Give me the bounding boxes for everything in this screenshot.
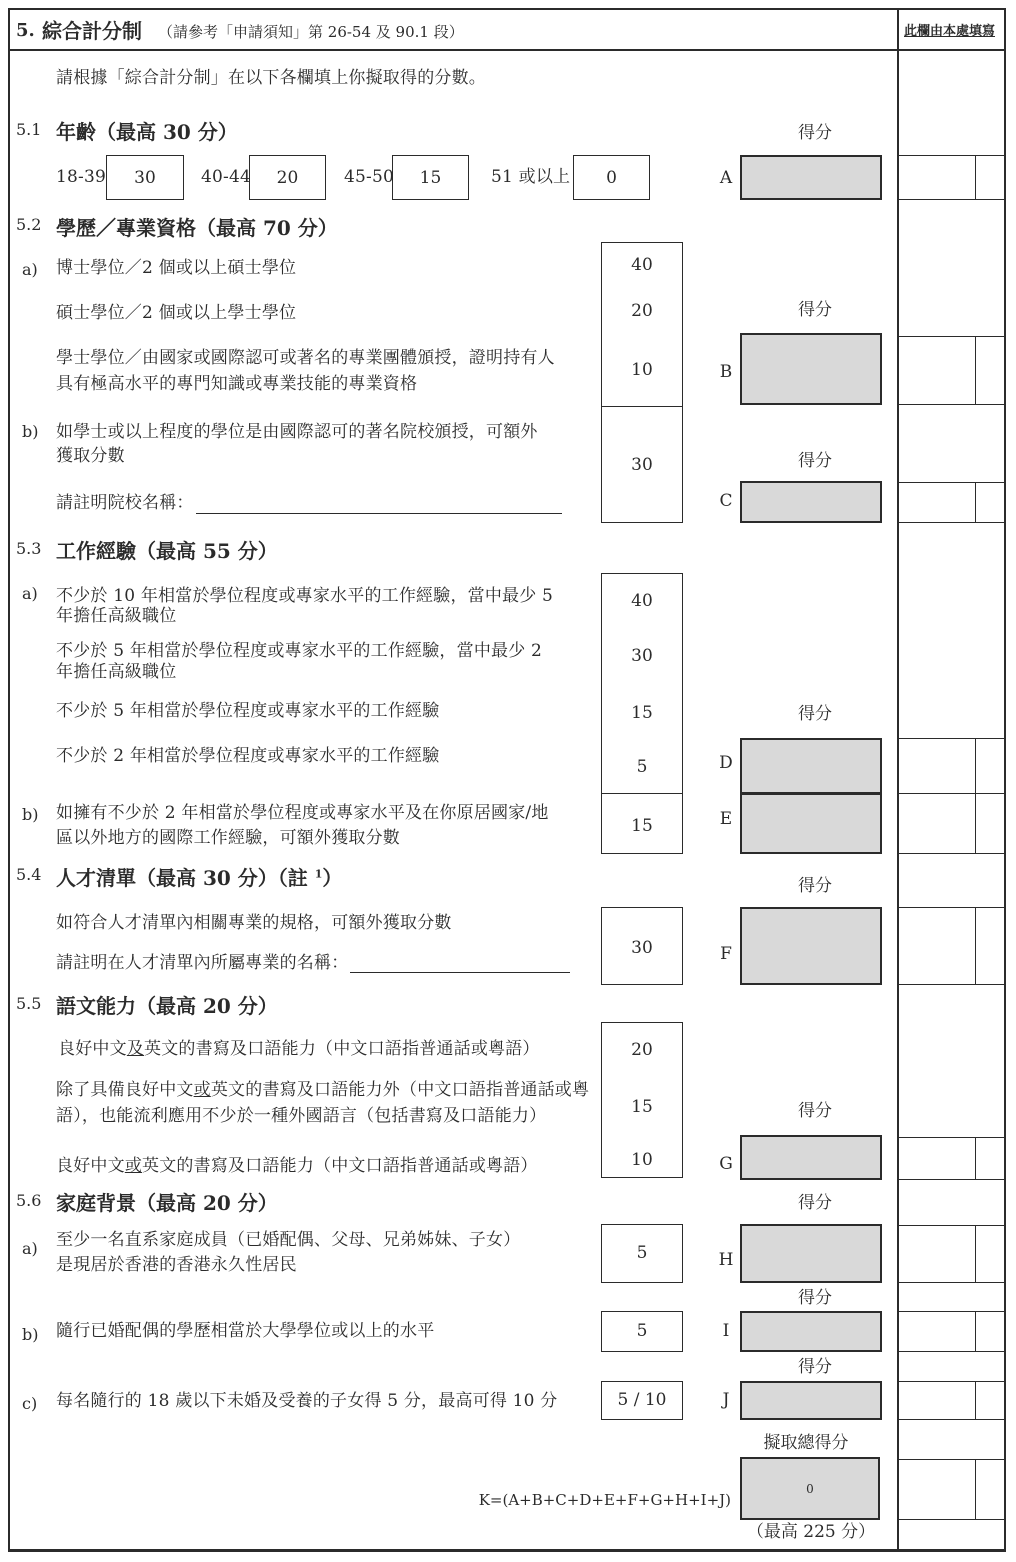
total-max-note: （最高 225 分） xyxy=(746,1522,876,1542)
profession-name-field[interactable] xyxy=(350,958,570,973)
score-box-g[interactable] xyxy=(740,1135,882,1180)
education-points: 10 xyxy=(631,360,653,380)
age-option-points-box xyxy=(392,155,469,200)
institution-name-label: 請註明院校名稱： xyxy=(56,493,194,513)
office-cell-divider xyxy=(975,156,976,199)
total-score-label: 擬取總得分 xyxy=(763,1433,849,1453)
work-points: 5 xyxy=(636,757,648,777)
office-cell-d xyxy=(898,738,1006,794)
emphasis-segment: 及 xyxy=(126,1039,145,1059)
language-item-text: 語），也能流利應用不少於一種外國語言（包括書寫及口語能力） xyxy=(56,1106,547,1126)
office-cell-c xyxy=(898,482,1006,523)
office-cell-divider xyxy=(975,483,976,522)
office-cell-divider xyxy=(975,1226,976,1282)
education-part-b-text: 如學士或以上程度的學位是由國際認可的著名院校頒授，可額外 xyxy=(56,422,538,442)
work-section-number: 5.3 xyxy=(16,539,42,558)
office-use-label: 此欄由本處填寫 xyxy=(904,24,996,39)
office-cell-g xyxy=(898,1137,1006,1180)
text-segment: 除了具備良好中文 xyxy=(56,1080,194,1100)
score-label-c: 得分 xyxy=(798,451,832,471)
office-cell-b xyxy=(898,336,1006,405)
office-cell-divider xyxy=(975,1138,976,1179)
work-heading: 工作經驗（最高 55 分） xyxy=(56,539,278,563)
text-segment: 良好中文 xyxy=(56,1156,125,1176)
score-box-c[interactable] xyxy=(740,481,882,523)
office-cell-divider xyxy=(975,1382,976,1419)
education-item-text: 具有極高水平的專門知識或專業技能的專業資格 xyxy=(56,374,418,394)
education-points: 20 xyxy=(631,301,653,321)
profession-name-label: 請註明在人才清單內所屬專業的名稱： xyxy=(56,953,349,973)
intro-instruction: 請根據「綜合計分制」在以下各欄填上你擬取得的分數。 xyxy=(56,68,486,88)
reference-note: （請參考「申請須知」第 26-54 及 90.1 段） xyxy=(158,23,464,41)
language-points: 20 xyxy=(631,1040,653,1060)
family-item-text: 隨行已婚配偶的學歷相當於大學學位或以上的水平 xyxy=(56,1321,435,1341)
language-points: 15 xyxy=(631,1097,653,1117)
talent-heading-note-close: ） xyxy=(322,866,343,890)
office-cell-divider xyxy=(975,1312,976,1351)
age-option-label: 45-50 xyxy=(344,167,395,187)
education-heading: 學歷／專業資格（最高 70 分） xyxy=(56,216,338,240)
score-label-g: 得分 xyxy=(798,1101,832,1121)
section-number: 5. xyxy=(16,20,35,41)
score-label-i: 得分 xyxy=(798,1288,832,1308)
score-box-e[interactable] xyxy=(740,793,882,854)
family-section-number: 5.6 xyxy=(16,1191,42,1210)
education-item-text: 碩士學位／2 個或以上學士學位 xyxy=(56,303,297,323)
office-cell-a xyxy=(898,155,1006,200)
work-item-text: 年擔任高級職位 xyxy=(56,662,177,682)
score-letter-j: J xyxy=(722,1390,730,1410)
education-part-b-text: 獲取分數 xyxy=(56,446,125,466)
family-points: 5 xyxy=(636,1243,648,1263)
language-item-text xyxy=(58,1039,540,1059)
text-segment: 良好中文 xyxy=(58,1039,127,1059)
score-letter-a: A xyxy=(719,168,733,188)
talent-heading xyxy=(56,866,342,890)
work-item-text: 年擔任高級職位 xyxy=(56,606,177,626)
age-section-number: 5.1 xyxy=(16,120,42,139)
text-segment: 英文的書寫及口語能力（中文口語指普通話或粵語） xyxy=(144,1039,540,1059)
language-points: 10 xyxy=(631,1150,653,1170)
office-cell-h xyxy=(898,1225,1006,1283)
score-box-a[interactable] xyxy=(740,155,882,200)
work-item-text: 不少於 2 年相當於學位程度或專家水平的工作經驗 xyxy=(56,746,440,766)
score-box-i[interactable] xyxy=(740,1311,882,1352)
score-letter-g: G xyxy=(719,1154,733,1174)
text-segment: 英文的書寫及口語能力（中文口語指普通話或粵語） xyxy=(142,1156,538,1176)
score-label-d: 得分 xyxy=(798,704,832,724)
age-option-points: 0 xyxy=(606,167,617,188)
office-cell-k xyxy=(898,1459,1006,1520)
work-part-b-marker: b) xyxy=(22,805,39,824)
age-option-points: 30 xyxy=(134,167,156,188)
score-box-f[interactable] xyxy=(740,907,882,985)
institution-name-field[interactable] xyxy=(196,499,562,514)
total-score-value: 0 xyxy=(806,1482,814,1496)
score-letter-d: D xyxy=(719,753,733,773)
talent-text: 如符合人才清單內相關專業的規格，可額外獲取分數 xyxy=(56,913,452,933)
language-section-number: 5.5 xyxy=(16,994,42,1013)
education-part-b-marker: b) xyxy=(22,422,39,441)
education-part-a-marker: a) xyxy=(22,260,38,279)
age-option-points-box xyxy=(573,155,650,200)
talent-section-number: 5.4 xyxy=(16,865,42,884)
section-title: 綜合計分制 xyxy=(42,19,142,43)
work-part-b-text: 區以外地方的國際工作經驗，可額外獲取分數 xyxy=(56,828,400,848)
family-points: 5 / 10 xyxy=(617,1390,667,1410)
talent-heading-note-open: （註 xyxy=(277,866,315,890)
family-part-b-marker: b) xyxy=(22,1325,39,1344)
work-item-text: 不少於 5 年相當於學位程度或專家水平的工作經驗，當中最少 2 xyxy=(56,641,543,661)
score-letter-e: E xyxy=(719,809,733,829)
language-item-text xyxy=(56,1080,589,1100)
work-points: 30 xyxy=(631,646,653,666)
talent-heading-title: 人才清單（最高 30 分） xyxy=(56,866,278,890)
age-option-label: 18-39 xyxy=(56,167,107,187)
education-item-text: 博士學位／2 個或以上碩士學位 xyxy=(56,258,297,278)
text-segment: 英文的書寫及口語能力外（中文口語指普通話或粵 xyxy=(210,1080,590,1100)
score-label-b: 得分 xyxy=(798,300,832,320)
family-item-text: 每名隨行的 18 歲以下未婚及受養的子女得 5 分，最高可得 10 分 xyxy=(56,1391,558,1411)
score-box-j[interactable] xyxy=(740,1381,882,1420)
education-points: 40 xyxy=(631,255,653,275)
work-item-text: 不少於 5 年相當於學位程度或專家水平的工作經驗 xyxy=(56,701,440,721)
score-box-k[interactable] xyxy=(740,1457,880,1520)
language-heading: 語文能力（最高 20 分） xyxy=(56,994,278,1018)
family-points: 5 xyxy=(636,1321,648,1341)
header-divider xyxy=(8,49,1006,51)
score-label-f: 得分 xyxy=(798,876,832,896)
education-points: 30 xyxy=(631,455,653,475)
office-cell-e xyxy=(898,793,1006,854)
office-cell-divider xyxy=(975,337,976,404)
total-formula: K=(A+B+C+D+E+F+G+H+I+J) xyxy=(478,1491,731,1509)
family-part-c-marker: c) xyxy=(22,1394,38,1413)
age-option-label: 51 或以上 xyxy=(491,167,571,187)
language-item-text xyxy=(56,1156,538,1176)
office-cell-f xyxy=(898,907,1006,985)
office-cell-divider xyxy=(975,908,976,984)
work-part-b-text: 如擁有不少於 2 年相當於學位程度或專家水平及在你原居國家/地 xyxy=(56,803,549,823)
office-cell-divider xyxy=(975,794,976,853)
score-box-b[interactable] xyxy=(740,333,882,405)
family-part-a-marker: a) xyxy=(22,1239,38,1258)
work-points: 15 xyxy=(631,816,653,836)
age-option-points: 15 xyxy=(419,167,442,188)
score-letter-f: F xyxy=(720,944,732,964)
footnote-marker: 1 xyxy=(314,867,323,881)
education-item-text: 學士學位／由國家或國際認可或著名的專業團體頒授，證明持有人 xyxy=(56,348,555,368)
education-section-number: 5.2 xyxy=(16,215,42,234)
score-letter-c: C xyxy=(719,491,733,511)
work-item-text: 不少於 10 年相當於學位程度或專家水平的工作經驗，當中最少 5 xyxy=(56,586,554,606)
emphasis-segment: 或 xyxy=(124,1156,143,1176)
age-option-label: 40-44 xyxy=(201,167,252,187)
age-option-points-box xyxy=(249,155,326,200)
talent-points: 30 xyxy=(631,938,653,958)
family-item-text: 是現居於香港的香港永久性居民 xyxy=(56,1255,297,1275)
score-letter-i: I xyxy=(722,1321,730,1341)
age-heading: 年齡（最高 30 分） xyxy=(56,120,238,144)
age-option-points-box xyxy=(106,155,184,200)
work-points: 40 xyxy=(631,591,653,611)
score-label-h: 得分 xyxy=(798,1193,832,1213)
score-label-j: 得分 xyxy=(798,1357,832,1377)
score-label-a: 得分 xyxy=(798,123,832,143)
family-item-text: 至少一名直系家庭成員（已婚配偶、父母、兄弟姊妹、子女） xyxy=(56,1230,521,1250)
score-box-d[interactable] xyxy=(740,738,882,794)
office-cell-divider xyxy=(975,1460,976,1519)
work-points: 15 xyxy=(631,703,653,723)
office-cell-j xyxy=(898,1381,1006,1420)
family-heading: 家庭背景（最高 20 分） xyxy=(56,1191,278,1215)
office-cell-i xyxy=(898,1311,1006,1352)
emphasis-segment: 或 xyxy=(193,1080,211,1100)
work-part-a-marker: a) xyxy=(22,584,38,603)
score-box-h[interactable] xyxy=(740,1224,882,1283)
office-cell-divider xyxy=(975,739,976,793)
score-letter-b: B xyxy=(719,362,733,382)
score-letter-h: H xyxy=(718,1250,734,1270)
age-option-points: 20 xyxy=(276,167,299,188)
